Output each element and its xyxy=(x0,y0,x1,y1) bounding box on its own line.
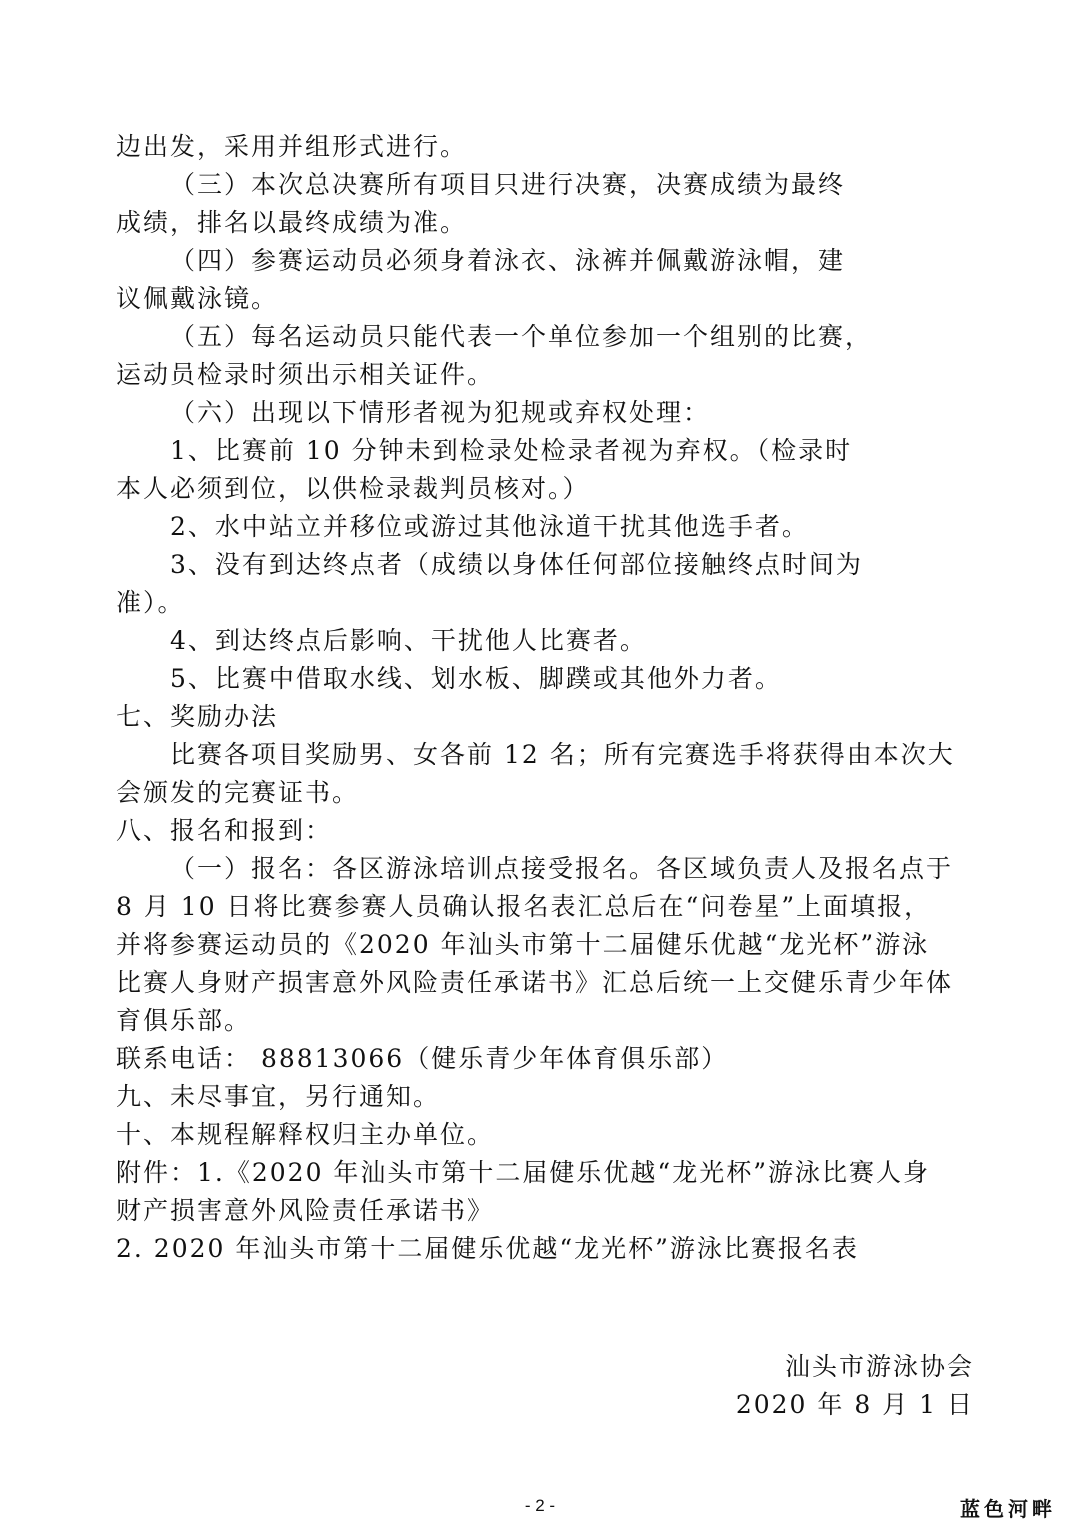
text-line: 并将参赛运动员的《2020 年汕头市第十二届健乐优越“龙光杯”游泳 xyxy=(116,930,930,959)
text-line: 8 月 10 日将比赛参赛人员确认报名表汇总后在“问卷星”上面填报， xyxy=(116,892,932,921)
page-number: - 2 - xyxy=(524,1496,556,1515)
text-line: 比赛各项目奖励男、女各前 12 名；所有完赛选手将获得由本次大 xyxy=(170,740,955,769)
text-line: 1、比赛前 10 分钟未到检录处检录者视为弃权。（检录时 xyxy=(170,436,853,465)
text-line: 边出发，采用并组形式进行。 xyxy=(116,132,468,161)
text-line: 会颁发的完赛证书。 xyxy=(116,778,360,807)
text-line: （四）参赛运动员必须身着泳衣、泳裤并佩戴游泳帽，建 xyxy=(170,246,846,275)
attachment-line: 2. 2020 年汕头市第十二届健乐优越“龙光杯”游泳比赛报名表 xyxy=(116,1234,859,1263)
text-line: 育俱乐部。 xyxy=(116,1006,252,1035)
signature-date: 2020 年 8 月 1 日 xyxy=(735,1390,974,1419)
watermark: 蓝色河畔 xyxy=(960,1497,1056,1521)
text-line: （六）出现以下情形者视为犯规或弃权处理： xyxy=(170,398,711,427)
text-line: 比赛人身财产损害意外风险责任承诺书》汇总后统一上交健乐青少年体 xyxy=(116,968,954,997)
section-heading: 七、奖励办法 xyxy=(116,702,279,731)
text-line: 本人必须到位，以供检录裁判员核对。） xyxy=(116,474,590,503)
signature-org: 汕头市游泳协会 xyxy=(784,1352,974,1381)
section-heading: 八、报名和报到： xyxy=(116,816,333,845)
attachment-line: 财产损害意外风险责任承诺书》 xyxy=(116,1196,495,1225)
text-line: 3、没有到达终点者（成绩以身体任何部位接触终点时间为 xyxy=(170,550,863,579)
text-line: （一）报名：各区游泳培训点接受报名。各区域负责人及报名点于 xyxy=(170,854,954,883)
text-line: 5、比赛中借取水线、划水板、脚蹼或其他外力者。 xyxy=(170,664,782,693)
section-heading: 九、未尽事宜，另行通知。 xyxy=(116,1082,441,1111)
section-heading: 十、本规程解释权归主办单位。 xyxy=(116,1120,495,1149)
attachment-line: 附件：1.《2020 年汕头市第十二届健乐优越“龙光杯”游泳比赛人身 xyxy=(116,1158,930,1187)
contact-phone: 联系电话： 88813066（健乐青少年体育俱乐部） xyxy=(116,1044,729,1073)
text-line: 成绩，排名以最终成绩为准。 xyxy=(116,208,468,237)
text-line: （五）每名运动员只能代表一个单位参加一个组别的比赛， xyxy=(170,322,873,351)
text-line: 准）。 xyxy=(116,588,185,617)
text-line: 2、水中站立并移位或游过其他泳道干扰其他选手者。 xyxy=(170,512,809,541)
text-line: （三）本次总决赛所有项目只进行决赛，决赛成绩为最终 xyxy=(170,170,846,199)
text-line: 4、到达终点后影响、干扰他人比赛者。 xyxy=(170,626,647,655)
text-line: 运动员检录时须出示相关证件。 xyxy=(116,360,495,389)
text-line: 议佩戴泳镜。 xyxy=(116,284,279,313)
